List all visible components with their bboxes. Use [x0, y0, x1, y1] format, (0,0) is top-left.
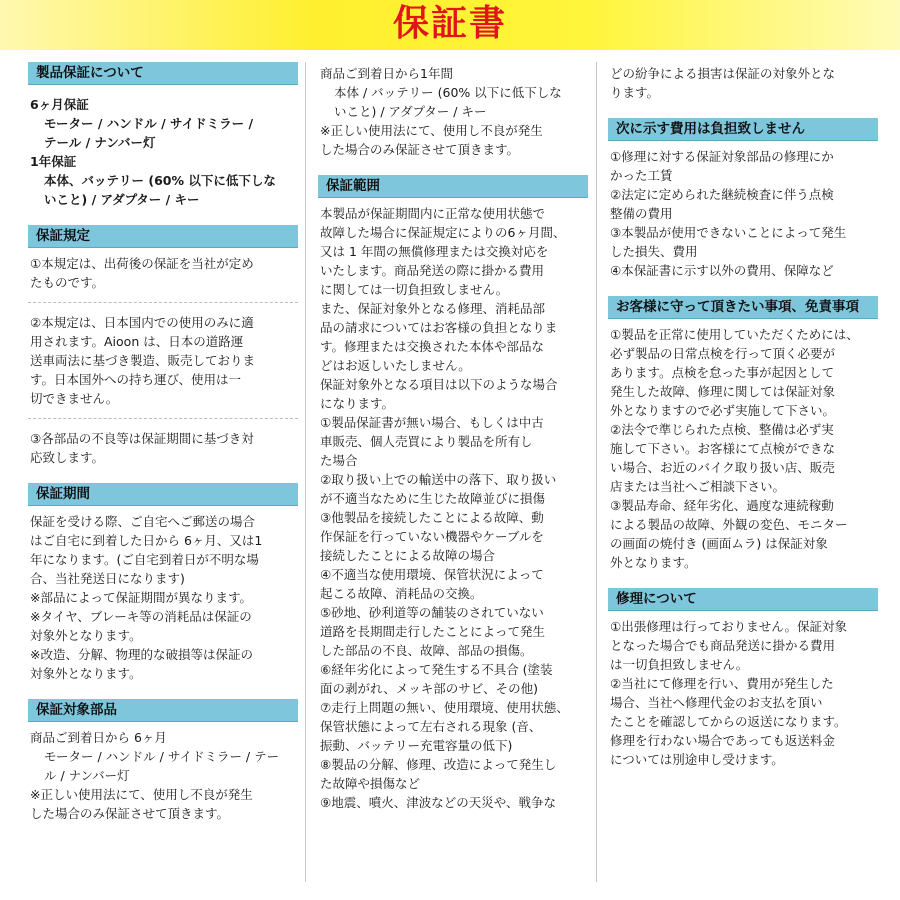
warranty-6-months-items: モーター / ハンドル / サイドミラー / テール / ナンバー灯: [44, 116, 254, 150]
column-divider: [305, 62, 306, 882]
exclusion-list: ①製品保証書が無い場合、もしくは中古 車販売、個人売買により製品を所有し た場合 ②取り扱い上での輸送中の落下、取り扱い が不適当なために生じた故障並びに損傷 ③他製品を接続したことによる故障、動 作保証を行っていない機器やケーブルを 接続したことによる故障の場合 ④不適当な使用環境、保管状況によって 起こる故障、消耗品の交換。 ⑤砂地、砂利道等の舗装のされていない 道路を長期間走行したことによって発生 した部品の不良、故障、部品の損傷。 ⑥経年劣化によって発生する不具合 (塗装 面の剥がれ、メッキ部のサビ、その他) ⑦走行上問題の無い、使用環境、使用状態、 保管状態によって左右される現象 (音、 振動、バッテリー充電容量の低下) ⑧製品の分解、修理、改造によって発生し た故障や損傷など ⑨地震、噴火、津波などの天災や、戦争な: [320, 415, 569, 810]
covered-parts-1y-period: 商品ご到着日から1年間: [320, 66, 453, 81]
dashed-divider: [28, 418, 298, 419]
column-middle: [318, 64, 588, 812]
customer-obligations-list: ①製品を正常に使用していただくためには、 必ず製品の日常点検を行って頂く必要が あります。点検を怠った事が起因として 発生した故障、修理に関しては保証対象 外となりますので必ず実施して下さい。 ②法令で準じられた点検、整備は必ず実 施して下さい。お客様にて点検ができな い場合、お近のバイク取り扱い店、販売 店または当社へご相談下さい。 ③製品寿命、経年劣化、過度な連続稼動 による製品の故障、外観の変色、モニター の画面の焼付き (画面ムラ) は保証対象 外となります。: [610, 327, 859, 570]
page-title: 保証書: [392, 3, 507, 44]
repairs-list: ①出張修理は行っておりません。保証対象 となった場合でも商品発送に掛かる費用 は一切負担致しません。 ②当社にて修理を行い、費用が発生した 場合、当社へ修理代金のお支払を頂い たことを確認してからの返送になります。 修理を行わない場合であっても返送料金 については別途申し受けます。: [610, 619, 847, 767]
warranty-1-year-items: 本体、バッテリー (60% 以下に低下しな いこと) / アダプター / キー: [44, 173, 276, 207]
covered-parts-note: ※正しい使用法にて、使用し不良が発生 した場合のみ保証させて頂きます。: [30, 787, 253, 821]
section-heading-product-warranty: 製品保証について: [28, 62, 298, 85]
title-banner: [0, 0, 900, 50]
covered-parts-1y-items: 本体 / バッテリー (60% 以下に低下しな いこと) / アダプター / キー: [334, 85, 562, 119]
warranty-period-text: 保証を受ける際、ご自宅へご郵送の場合 はご自宅に到着した日から 6ヶ月、又は1 年になります。(ご自宅到着日が不明な場 合、当社発送日になります) ※部品によって保証期間が異なります。 ※タイヤ、ブレーキ等の消耗品は保証の 対象外となります。 ※改造、分解、物理的な破損等は保証の 対象外となります。: [30, 514, 263, 681]
warranty-scope-text: 本製品が保証期間内に正常な使用状態で 故障した場合に保証規定によりの6ヶ月間、 又は 1 年間の無償修理または交換対応を いたします。商品発送の際に掛かる費用 に関しては一切負担致しません。 また、保証対象外となる修理、消耗品部 品の請求についてはお客様の負担となりま す。修理または交換された本体や部品な どはお返しいたしません。 保証対象外となる項目は以下のような場合 になります。: [320, 206, 566, 411]
section-heading-warranty-scope: 保証範囲: [318, 175, 588, 198]
column-right: [608, 64, 878, 769]
rule-2: ②本規定は、日本国内での使用のみに適 用されます。Aioon は、日本の道路運 送車両法に基づき製造、販売しておりま す。日本国外への持ち運び、使用は一 切できません。: [30, 315, 256, 406]
covered-parts-period: 商品ご到着日から 6ヶ月: [30, 730, 167, 745]
section-heading-customer-obligations: お客様に守って頂きたい事項、免責事項: [608, 296, 878, 319]
section-heading-warranty-period: 保証期間: [28, 483, 298, 506]
rule-3: ③各部品の不良等は保証期間に基づき対 応致します。: [30, 431, 254, 465]
exclusion-list-continued: どの紛争による損害は保証の対象外とな ります。: [610, 66, 836, 100]
warranty-6-months-label: 6ヶ月保証: [30, 97, 89, 112]
section-heading-warranty-rules: 保証規定: [28, 225, 298, 248]
rule-1: ①本規定は、出荷後の保証を当社が定め たものです。: [30, 256, 254, 290]
costs-not-covered-list: ①修理に対する保証対象部品の修理にか かった工賃 ②法定に定められた継続検査に伴う点検 整備の費用 ③本製品が使用できないことによって発生 した損失、費用 ④本保証書に示す以外の費用、保障など: [610, 149, 847, 278]
covered-parts-1y-note: ※正しい使用法にて、使用し不良が発生 した場合のみ保証させて頂きます。: [320, 123, 543, 157]
column-left: [28, 62, 298, 823]
warranty-1-year-label: 1年保証: [30, 154, 77, 169]
section-heading-repairs: 修理について: [608, 588, 878, 611]
dashed-divider: [28, 302, 298, 303]
covered-parts-items: モーター / ハンドル / サイドミラー / テー ル / ナンバー灯: [44, 749, 280, 783]
section-heading-covered-parts: 保証対象部品: [28, 699, 298, 722]
section-heading-costs-not-covered: 次に示す費用は負担致しません: [608, 118, 878, 141]
column-divider: [596, 62, 597, 882]
